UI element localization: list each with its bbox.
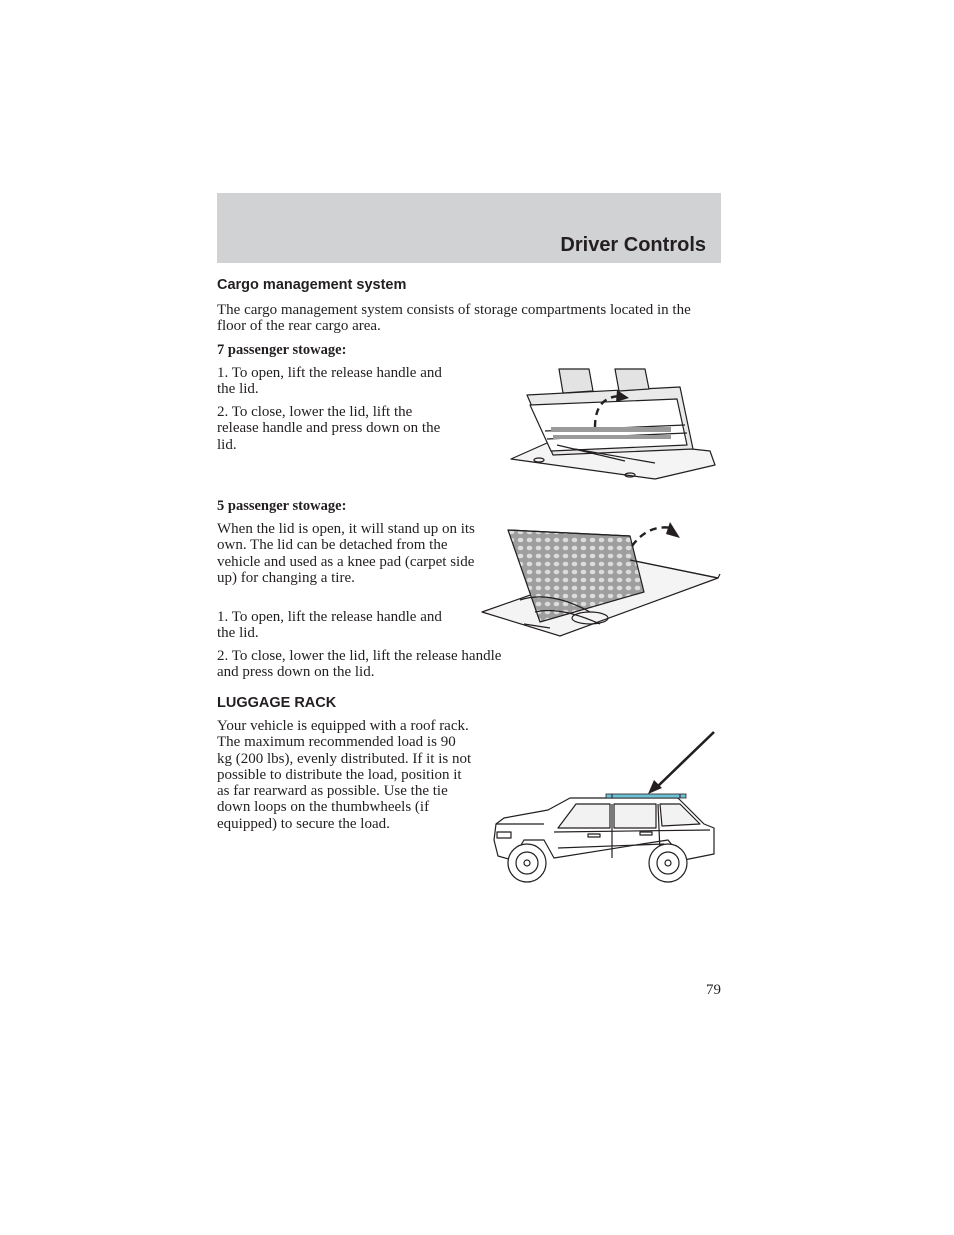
seven-heading: 7 passenger stowage:	[217, 342, 347, 358]
five-heading: 5 passenger stowage:	[217, 498, 347, 514]
five-stowage-illustration	[480, 520, 722, 642]
header-band	[217, 193, 721, 263]
cargo-intro: The cargo management system consists of storage compartments located in the floor of the rear cargo area.	[217, 302, 691, 335]
roof-rack-illustration	[488, 728, 718, 886]
seven-stowage-illustration	[505, 365, 720, 485]
luggage-body: Your vehicle is equipped with a roof rack. The maximum recommended load is 90 kg (200 lbs), evenly distributed. If it is not possible to distribute the load, position it as far rearward as possible. Use the tie down loops on the thumbwheels (if equipped) to secure the load.	[217, 718, 472, 832]
seven-step1: 1. To open, lift the release handle and the lid.	[217, 365, 442, 398]
five-step2: 2. To close, lower the lid, lift the release handle and press down on the lid.	[217, 648, 502, 681]
page-number: 79	[706, 982, 721, 998]
section-title: Driver Controls	[560, 234, 706, 256]
cargo-heading: Cargo management system	[217, 277, 407, 293]
five-body: When the lid is open, it will stand up on its own. The lid can be detached from the vehicle and used as a knee pad (carpet side up) for changing a tire.	[217, 521, 475, 586]
luggage-heading: LUGGAGE RACK	[217, 695, 337, 711]
five-step1: 1. To open, lift the release handle and the lid.	[217, 609, 442, 642]
seven-step2: 2. To close, lower the lid, lift the release handle and press down on the lid.	[217, 404, 441, 453]
